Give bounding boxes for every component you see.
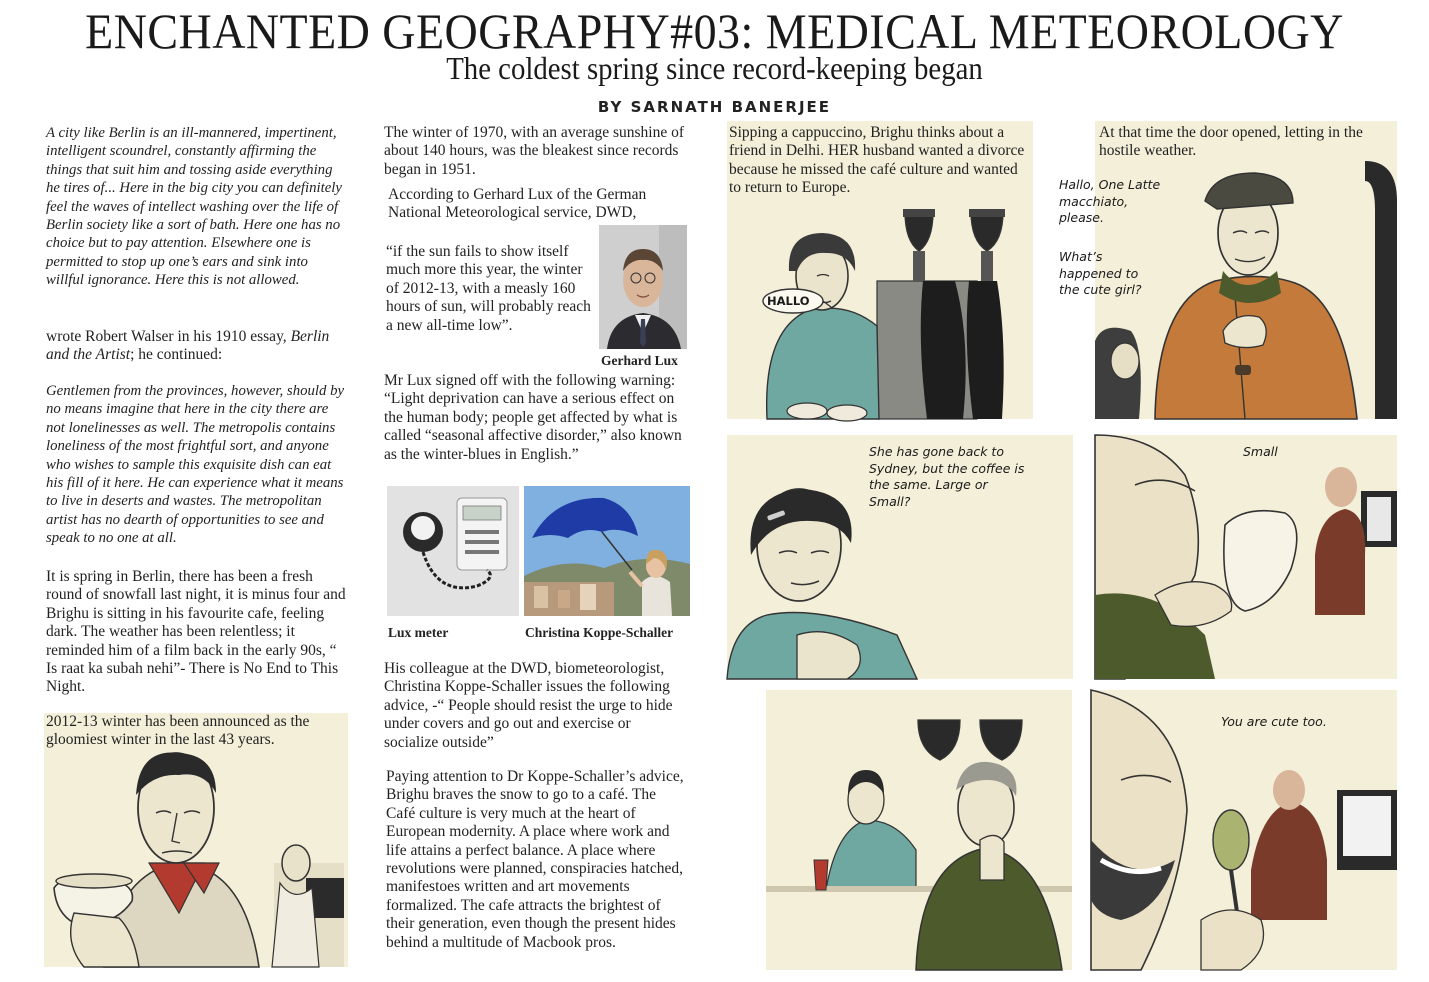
byline: BY SARNATH BANERJEE: [597, 98, 832, 116]
walser-quote-1: A city like Berlin is an ill-mannered, impertinent, intelligent scoundrel, constantly affirming the things that suit him and tossing aside everything he tires of... Here in the big city you can definitely feel the waves of intellect washing over the life of Berlin society like a sort of bath. Here one has no choice but to pay attention. Elsewhere one is permitted to stop up one’s ears and sink into willful ignorance. Here this is not allowed.: [46, 125, 342, 289]
p3-bubble: She has gone back to Sydney, but the coffee is the same. Large or Small?: [869, 444, 1025, 509]
walser-quote-2: Gentlemen from the provinces, however, should by no means imagine that here in the city there are not lonelinesses as well. The metropolis contains loneliness of the most frightful sort, and anyone who wishes to sample this exquisite dish can eat his fill of it here. He can experience what it means to live in deserts and wastes. The metropolitan artist has no dearth of opportunities to see and speak to no one at all.: [46, 383, 345, 547]
page-title: ENCHANTED GEOGRAPHY#03: MEDICAL METEOROLOGY: [85, 3, 1344, 59]
p2-bubble-order: Hallo, One Latte macchiato, please.: [1059, 177, 1161, 225]
lux-quote-paragraph: “if the sun fails to show itself much more this year, the winter of 2012-13, with a measly 160 hours of sun, will probably reach a new all-time low”.: [386, 243, 591, 334]
sip-closeup-illustration: [1095, 435, 1397, 679]
comic-panel-counter-scene: [766, 690, 1072, 970]
p1-caption: Sipping a cappuccino, Brighu thinks about a friend in Delhi. HER husband wanted a divorce because he missed the café culture and wanted to return to Europe.: [729, 124, 1025, 197]
p6-bubble: You are cute too.: [1221, 714, 1327, 729]
essay-title: Berlin and the Artist: [46, 328, 330, 364]
spring-paragraph: It is spring in Berlin, there has been a fresh round of snowfall last night, it is minus four and Brighu is sitting in his favourite cafe, feeling dark. The weather has been relentless; it reminded him of a film back in the early 90s, “ Is raat ka subah nehi”- There is No End to This Night.: [46, 568, 346, 696]
comic-panel-cappuccino: [727, 121, 1033, 419]
advice-paragraph: His colleague at the DWD, biometeorologist, Christina Koppe-Schaller issues the following advice, -“ People should resist the urge to hide under covers and go out and exercise or socialize outside”: [384, 660, 673, 751]
lux-meter-device: [387, 486, 519, 616]
p4-bubble: Small: [1243, 444, 1278, 459]
christina-photo: [524, 486, 690, 616]
comic-panel-door-opens: [1059, 121, 1397, 419]
p2-bubble-question: What’s happened to the cute girl?: [1059, 249, 1142, 297]
lux-meter-photo: [387, 486, 519, 616]
comic-panel-brighu-coffee: [44, 713, 348, 967]
comic-panel-sipping-closeup: [1095, 435, 1397, 679]
winter-1970-paragraph: The winter of 1970, with an average sunshine of about 140 hours, was the bleakest since records began in 1951.: [384, 124, 685, 178]
attribution-post: ; he continued:: [130, 346, 223, 364]
gerhard-lux-portrait: [599, 225, 687, 349]
umbrella-scene: [524, 486, 690, 616]
walser-attribution: [46, 328, 348, 365]
gerhard-lux-label: Gerhard Lux: [601, 353, 678, 368]
cafe-culture-paragraph: Paying attention to Dr Koppe-Schaller’s advice, Brighu braves the snow to go to a café. The Café culture is very much at the heart of European modernity. A place where work and life attains a perfect balance. A place where revolutions were planned, conspiracies hatched, manifestoes written and art movements formalized. The cafe attracts the brightest of their generation, even though the present hides behind a multitude of Macbook pros.: [386, 768, 684, 951]
attribution-pre: wrote Robert Walser in his 1910 essay,: [46, 328, 287, 345]
counter-illustration: [766, 690, 1072, 970]
lux-meter-label: Lux meter: [388, 625, 449, 640]
warning-paragraph: Mr Lux signed off with the following warning: “Light deprivation can have a serious effect on the human body; people get affected by what is called “seasonal affective disorder,” also known as the winter-blues in English.”: [384, 372, 682, 463]
comic-panel-cute-too: [1091, 690, 1397, 970]
lux-intro-paragraph: According to Gerhard Lux of the German National Meteorological service, DWD,: [388, 186, 647, 222]
smile-spoon-illustration: [1091, 690, 1397, 970]
brighu-illustration: [44, 713, 348, 967]
christina-label: Christina Koppe-Schaller: [525, 625, 674, 640]
panel-caption-gloomiest: 2012-13 winter has been announced as the gloomiest winter in the last 43 years.: [46, 713, 310, 749]
hallo-sign: HALLO: [767, 294, 810, 308]
comic-panel-barista-answer: [727, 435, 1073, 679]
p2-caption: At that time the door opened, letting in the hostile weather.: [1099, 124, 1363, 160]
gerhard-lux-photo: [599, 225, 687, 349]
page-subtitle: The coldest spring since record-keeping began: [446, 50, 983, 86]
